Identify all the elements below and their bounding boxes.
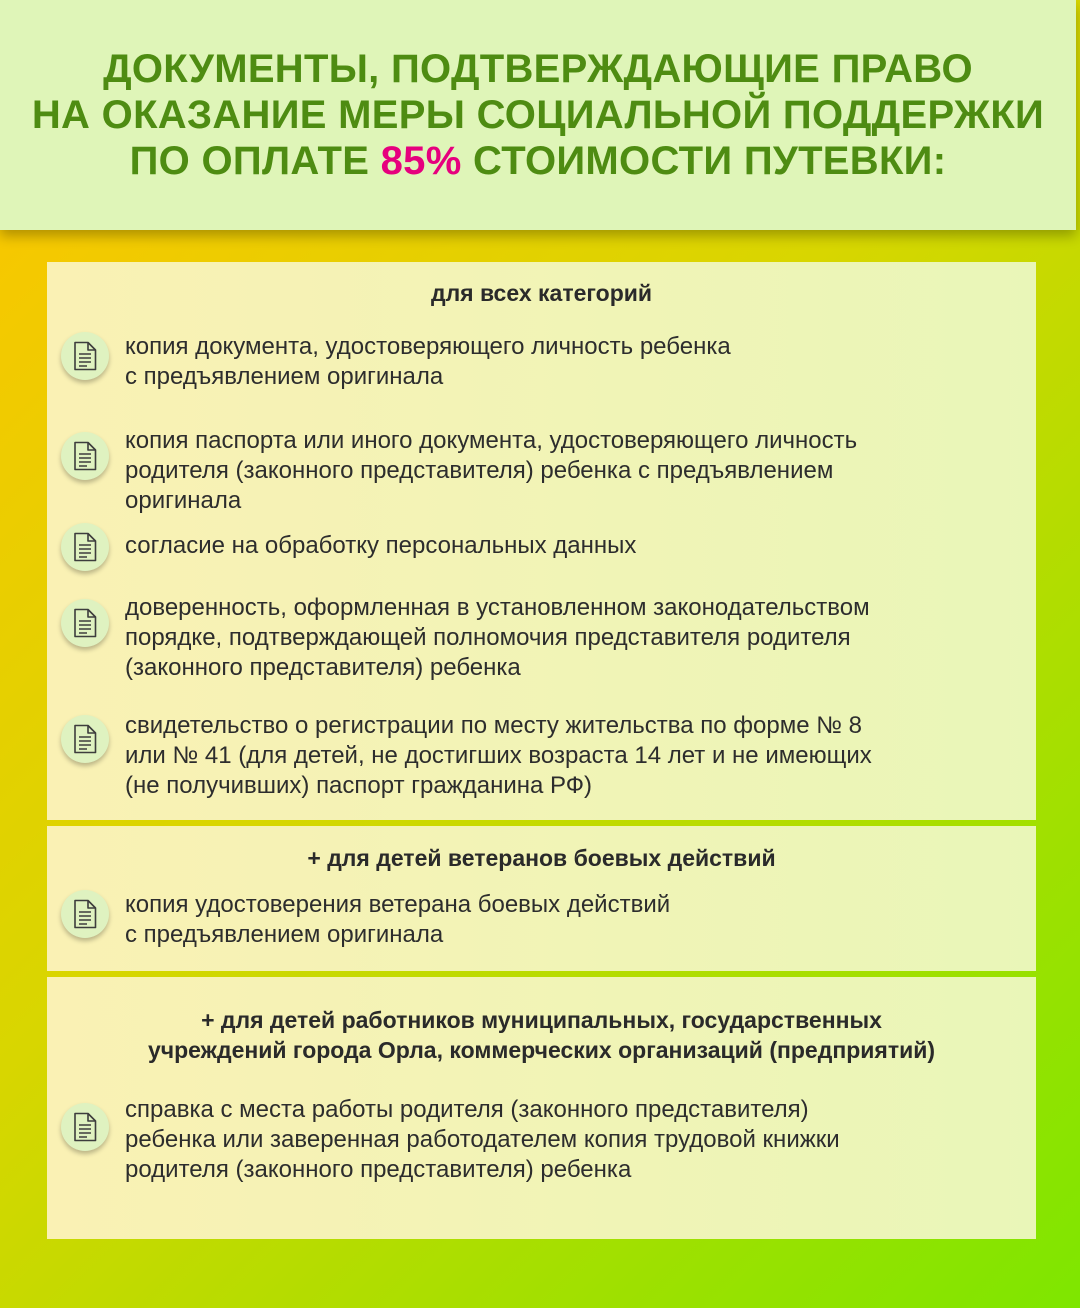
item-line: справка с места работы родителя (законного представителя) [125, 1096, 809, 1123]
document-icon [61, 523, 109, 571]
document-icon [61, 332, 109, 380]
title-line-1: ДОКУМЕНТЫ, ПОДТВЕРЖДАЮЩИЕ ПРАВО [103, 47, 973, 91]
item-line: доверенность, оформленная в установленном законодательством [125, 594, 870, 621]
item-text [125, 332, 1025, 392]
section-title: + для детей ветеранов боевых действий [307, 845, 776, 871]
item-line: (законного представителя) ребенка [125, 654, 521, 681]
item-line: порядке, подтверждающей полномочия представителя родителя [125, 624, 851, 651]
item-line: (не получивших) паспорт гражданина РФ) [125, 772, 592, 799]
item-line: ребенка или заверенная работодателем копия трудовой книжки [125, 1126, 840, 1153]
item-line: родителя (законного представителя) ребенка [125, 1156, 632, 1183]
item-line: копия паспорта или иного документа, удостоверяющего личность [125, 427, 858, 454]
item-text [125, 531, 1025, 561]
item-line: с предъявлением оригинала [125, 921, 444, 948]
title-line-3 [32, 138, 1044, 184]
section-title: для всех категорий [430, 280, 653, 306]
document-icon [61, 890, 109, 938]
item-text [125, 711, 1025, 801]
item-line: с предъявлением оригинала [125, 363, 444, 390]
document-icon [61, 715, 109, 763]
item-line: оригинала [125, 487, 242, 514]
section-title-line: учреждений города Орла, коммерческих организаций (предприятий) [147, 1037, 936, 1063]
item-line: свидетельство о регистрации по месту жительства по форме № 8 [125, 712, 863, 739]
header-banner [0, 0, 1076, 230]
title-line-3-after: СТОИМОСТИ ПУТЕВКИ: [461, 139, 947, 183]
page-title [32, 46, 1044, 184]
item-line: копия документа, удостоверяющего личность ребенка [125, 333, 731, 360]
document-icon [61, 432, 109, 480]
item-line: родителя (законного представителя) ребенка с предъявлением [125, 457, 834, 484]
title-highlight-percent: 85% [380, 139, 462, 183]
section-combat-veterans [47, 826, 1036, 971]
title-line-3-before: ПО ОПЛАТЕ [129, 139, 381, 183]
section-all-categories [47, 262, 1036, 820]
item-text [125, 1095, 1025, 1185]
item-line: согласие на обработку персональных данных [125, 532, 637, 559]
item-text [125, 593, 1025, 683]
title-line-2: НА ОКАЗАНИЕ МЕРЫ СОЦИАЛЬНОЙ ПОДДЕРЖКИ [31, 93, 1045, 137]
item-text [125, 426, 1025, 516]
section-title-line: + для детей работников муниципальных, государственных [201, 1007, 882, 1033]
item-text [125, 890, 1025, 950]
section-title [47, 1005, 1036, 1065]
section-institution-employees [47, 977, 1036, 1239]
document-icon [61, 599, 109, 647]
item-line: копия удостоверения ветерана боевых действий [125, 891, 671, 918]
document-icon [61, 1103, 109, 1151]
item-line: или № 41 (для детей, не достигших возраста 14 лет и не имеющих [125, 742, 872, 769]
